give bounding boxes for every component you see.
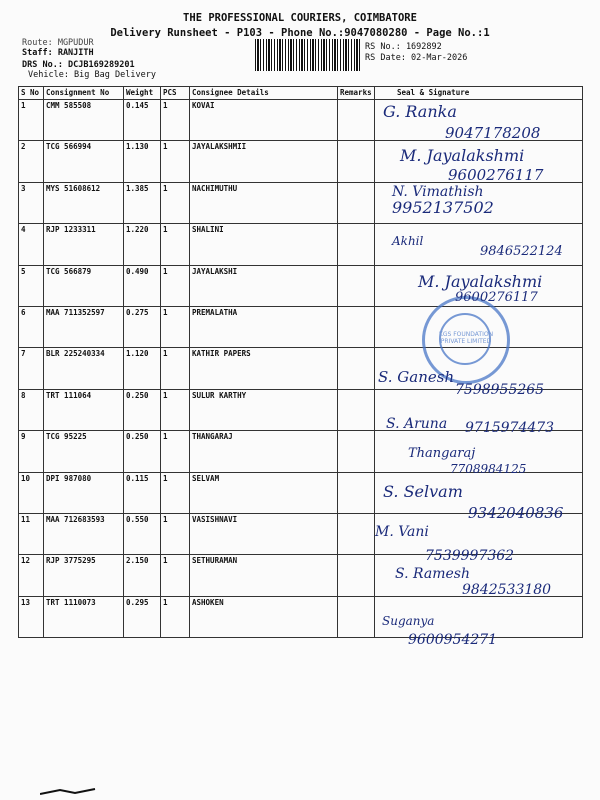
cell-weight: 0.250: [124, 431, 161, 472]
cell-pcs: 1: [161, 513, 190, 554]
cell-sno: 12: [19, 555, 44, 596]
cell-sno: 8: [19, 389, 44, 430]
signature-name: Suganya: [382, 614, 435, 628]
cell-consignment: MAA 711352597: [44, 306, 124, 347]
cell-weight: 0.295: [124, 596, 161, 637]
signature-name: S. Ganesh: [378, 368, 455, 386]
col-sno: S No: [19, 87, 44, 100]
cell-weight: 0.250: [124, 389, 161, 430]
cell-weight: 1.120: [124, 348, 161, 389]
cell-remarks: [338, 265, 375, 306]
cell-remarks: [338, 100, 375, 141]
cell-weight: 2.150: [124, 555, 161, 596]
cell-consignment: CMM 585508: [44, 100, 124, 141]
cell-consignment: TCG 566994: [44, 141, 124, 182]
cell-pcs: 1: [161, 555, 190, 596]
signature-phone: 7598955265: [455, 382, 545, 398]
scan-mark: [40, 786, 100, 796]
cell-weight: 0.115: [124, 472, 161, 513]
company-title: THE PROFESSIONAL COURIERS, COIMBATORE: [183, 12, 417, 24]
cell-remarks: [338, 141, 375, 182]
seal-text: KGS FOUNDATION PRIVATE LIMITED: [438, 331, 494, 345]
signature-name: G. Ranka: [383, 102, 457, 121]
cell-remarks: [338, 389, 375, 430]
cell-weight: 1.220: [124, 224, 161, 265]
runsheet-subtitle: Delivery Runsheet - P103 - Phone No.:9047080280 - Page No.:1: [110, 27, 490, 39]
cell-consignment: TRT 1110073: [44, 596, 124, 637]
table-row: [19, 596, 583, 637]
cell-sno: 2: [19, 141, 44, 182]
cell-pcs: 1: [161, 100, 190, 141]
signature-phone: 9842533180: [462, 582, 552, 598]
cell-consignee: SULUR KARTHY: [190, 389, 338, 430]
cell-sno: 10: [19, 472, 44, 513]
signature-name: S. Aruna: [386, 416, 448, 432]
signature-name: N. Vimathish: [392, 184, 484, 200]
staff-label: Staff: RANJITH: [22, 48, 94, 58]
cell-consignment: TRT 111064: [44, 389, 124, 430]
cell-consignment: TCG 95225: [44, 431, 124, 472]
cell-pcs: 1: [161, 472, 190, 513]
cell-consignee: SETHURAMAN: [190, 555, 338, 596]
cell-pcs: 1: [161, 596, 190, 637]
cell-remarks: [338, 306, 375, 347]
cell-consignment: RJP 3775295: [44, 555, 124, 596]
cell-weight: 0.550: [124, 513, 161, 554]
signature-phone: 7708984125: [450, 462, 527, 476]
cell-consignee: ASHOKEN: [190, 596, 338, 637]
cell-pcs: 1: [161, 348, 190, 389]
cell-consignee: KATHIR PAPERS: [190, 348, 338, 389]
cell-consignment: MAA 712683593: [44, 513, 124, 554]
signature-name: M. Vani: [375, 524, 429, 540]
cell-consignee: NACHIMUTHU: [190, 182, 338, 223]
table-row: [19, 182, 583, 223]
signature-name: S. Ramesh: [395, 566, 470, 582]
cell-consignee: PREMALATHA: [190, 306, 338, 347]
cell-remarks: [338, 596, 375, 637]
cell-sno: 5: [19, 265, 44, 306]
cell-pcs: 1: [161, 431, 190, 472]
cell-sno: 4: [19, 224, 44, 265]
cell-remarks: [338, 182, 375, 223]
cell-pcs: 1: [161, 182, 190, 223]
col-pcs: PCS: [161, 87, 190, 100]
col-remarks: Remarks: [338, 87, 375, 100]
signature-phone: 9600954271: [408, 632, 498, 648]
cell-sno: 6: [19, 306, 44, 347]
cell-weight: 1.385: [124, 182, 161, 223]
cell-sno: 7: [19, 348, 44, 389]
col-consignee: Consignee Details: [190, 87, 338, 100]
cell-weight: 1.130: [124, 141, 161, 182]
cell-consignee: JAYALAKSHMII: [190, 141, 338, 182]
cell-pcs: 1: [161, 141, 190, 182]
cell-remarks: [338, 472, 375, 513]
signature-name: M. Jayalakshmi: [418, 272, 543, 291]
cell-weight: 0.490: [124, 265, 161, 306]
rs-number: RS No.: 1692892: [365, 42, 442, 52]
cell-sno: 13: [19, 596, 44, 637]
signature-name: M. Jayalakshmi: [400, 146, 525, 165]
signature-name: Thangaraj: [408, 446, 476, 461]
cell-weight: 0.275: [124, 306, 161, 347]
cell-pcs: 1: [161, 389, 190, 430]
signature-phone: 9600276117: [455, 290, 538, 305]
cell-consignee: KOVAI: [190, 100, 338, 141]
signature-phone: 9600276117: [448, 166, 544, 184]
rs-date: RS Date: 02-Mar-2026: [365, 53, 468, 63]
cell-consignment: MYS 51608612: [44, 182, 124, 223]
cell-consignment: DPI 987080: [44, 472, 124, 513]
col-weight: Weight: [124, 87, 161, 100]
table-header-row: [19, 87, 583, 100]
cell-consignment: TCG 566879: [44, 265, 124, 306]
cell-consignee: THANGARAJ: [190, 431, 338, 472]
cell-consignee: SELVAM: [190, 472, 338, 513]
cell-consignment: RJP 1233311: [44, 224, 124, 265]
cell-remarks: [338, 431, 375, 472]
col-signature: Seal & Signature: [375, 87, 583, 100]
drs-number: DRS No.: DCJB169289201: [22, 60, 135, 70]
cell-sno: 9: [19, 431, 44, 472]
signature-name: Akhil: [392, 234, 424, 248]
cell-remarks: [338, 513, 375, 554]
cell-weight: 0.145: [124, 100, 161, 141]
cell-remarks: [338, 555, 375, 596]
route-label: Route: MGPUDUR: [22, 38, 94, 48]
cell-sno: 1: [19, 100, 44, 141]
signature-phone: 9342040836: [468, 504, 564, 522]
signature-phone: 9952137502: [392, 198, 494, 217]
signature-phone: 9846522124: [480, 244, 563, 259]
cell-consignee: JAYALAKSHI: [190, 265, 338, 306]
cell-consignee: VASISHNAVI: [190, 513, 338, 554]
cell-sno: 11: [19, 513, 44, 554]
cell-pcs: 1: [161, 306, 190, 347]
cell-pcs: 1: [161, 265, 190, 306]
cell-sno: 3: [19, 182, 44, 223]
cell-consignment: BLR 225240334: [44, 348, 124, 389]
signature-name: S. Selvam: [383, 482, 463, 501]
signature-phone: 7539997362: [425, 548, 515, 564]
vehicle-label: Vehicle: Big Bag Delivery: [28, 70, 156, 80]
cell-remarks: [338, 348, 375, 389]
cell-pcs: 1: [161, 224, 190, 265]
cell-remarks: [338, 224, 375, 265]
cell-consignee: SHALINI: [190, 224, 338, 265]
barcode: [255, 39, 360, 71]
signature-phone: 9047178208: [445, 124, 541, 142]
signature-phone: 9715974473: [465, 420, 555, 436]
col-consignment: Consignment No: [44, 87, 124, 100]
